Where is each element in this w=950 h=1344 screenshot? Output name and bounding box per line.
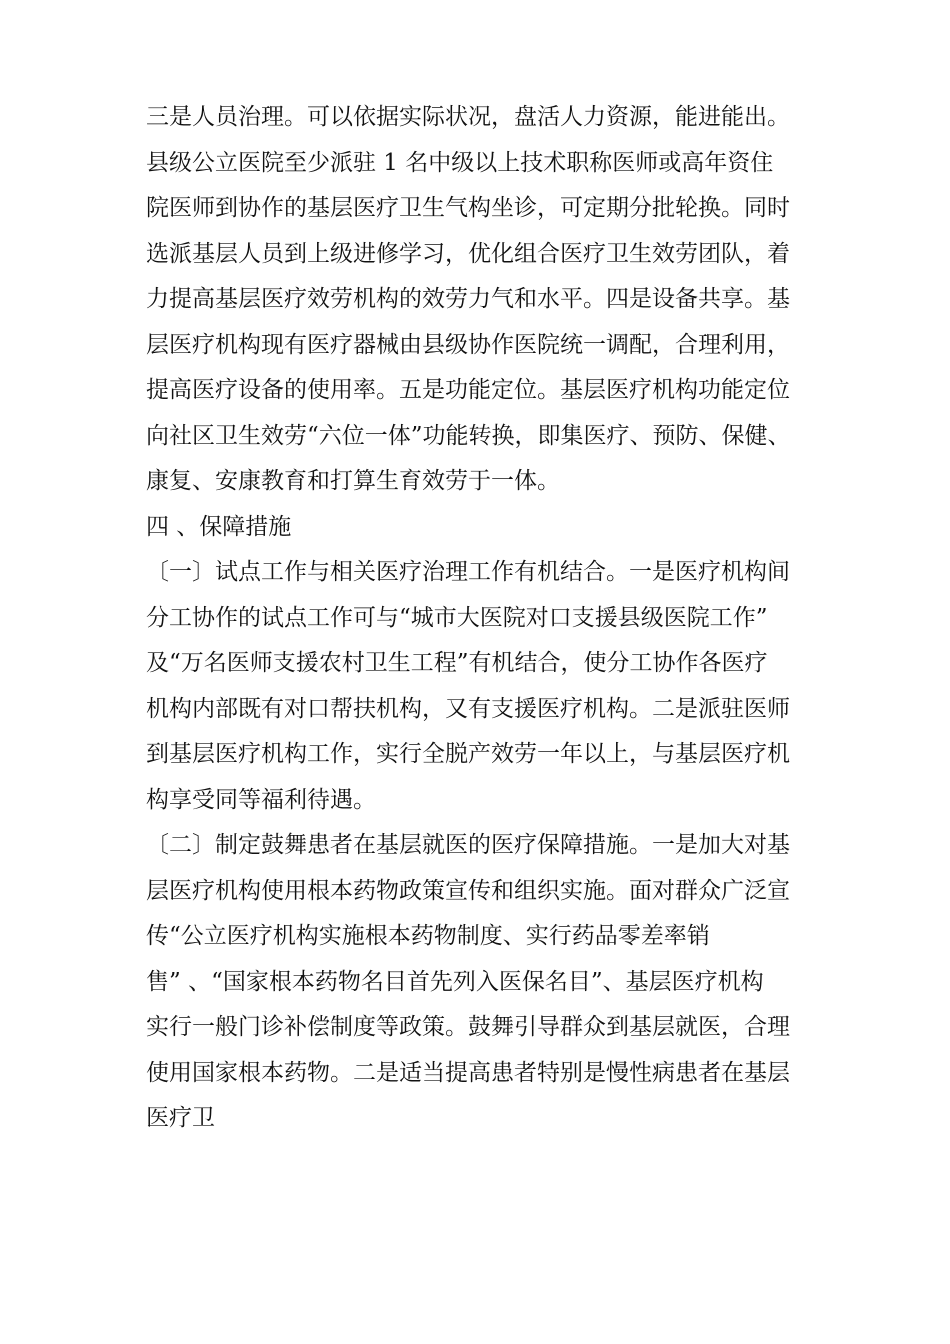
- text-line: 三是人员治理。可以依据实际状况，盘活人力资源，能进能出。: [146, 104, 790, 130]
- text-line: 向社区卫生效劳“六位一体”功能转换，即集医疗、预防、保健、: [146, 422, 791, 449]
- body-text: [146, 95, 826, 1142]
- text-line: 力提高基层医疗效劳机构的效劳力气和水平。四是设备共享。基: [146, 286, 790, 312]
- text-line: 提高医疗设备的使用率。五是功能定位。基层医疗机构功能定位: [146, 377, 790, 403]
- text-line: 县级公立医院至少派驻 1 名中级以上技术职称医师或高年资住: [146, 149, 774, 176]
- text-line: 〔一〕试点工作与相关医疗治理工作有机结合。一是医疗机构间: [146, 559, 790, 585]
- text-line: 院医师到协作的基层医疗卫生气构坐诊，可定期分批轮换。同时: [146, 195, 790, 221]
- text-line: 分工协作的试点工作可与“城市大医院对口支援县级医院工作”: [146, 604, 768, 631]
- text-line: 医疗卫: [146, 1105, 215, 1131]
- text-line: 及“万名医师支援农村卫生工程”有机结合，使分工协作各医疗: [146, 650, 768, 676]
- text-line: 层医疗机构现有医疗器械由县级协作医院统一调配，合理利用，: [146, 331, 790, 358]
- text-line: 层医疗机构使用根本药物政策宣传和组织实施。面对群众广泛宣: [146, 877, 790, 904]
- text-line: 机构内部既有对口帮扶机构，又有支援医疗机构。二是派驻医师: [146, 695, 790, 722]
- text-line: 使用国家根本药物。二是适当提高患者特别是慢性病患者在基层: [146, 1059, 790, 1086]
- text-line: 选派基层人员到上级进修学习，优化组合医疗卫生效劳团队，着: [146, 240, 790, 267]
- text-line: 实行一般门诊补偿制度等政策。鼓舞引导群众到基层就医，合理: [146, 1014, 790, 1040]
- text-line: 康复、安康教育和打算生育效劳于一体。: [146, 468, 560, 494]
- section-heading: 四 、保障措施: [146, 513, 292, 540]
- text-line: 到基层医疗机构工作，实行全脱产效劳一年以上，与基层医疗机: [146, 741, 790, 767]
- text-line: 售” 、“国家根本药物名目首先列入医保名目”、基层医疗机构: [146, 968, 764, 995]
- text-line: 〔二〕制定鼓舞患者在基层就医的医疗保障措施。一是加大对基: [146, 832, 790, 858]
- text-line: 传“公立医疗机构实施根本药物制度、实行药品零差率销: [146, 923, 710, 949]
- text-line: 构享受同等福利待遇。: [146, 786, 376, 813]
